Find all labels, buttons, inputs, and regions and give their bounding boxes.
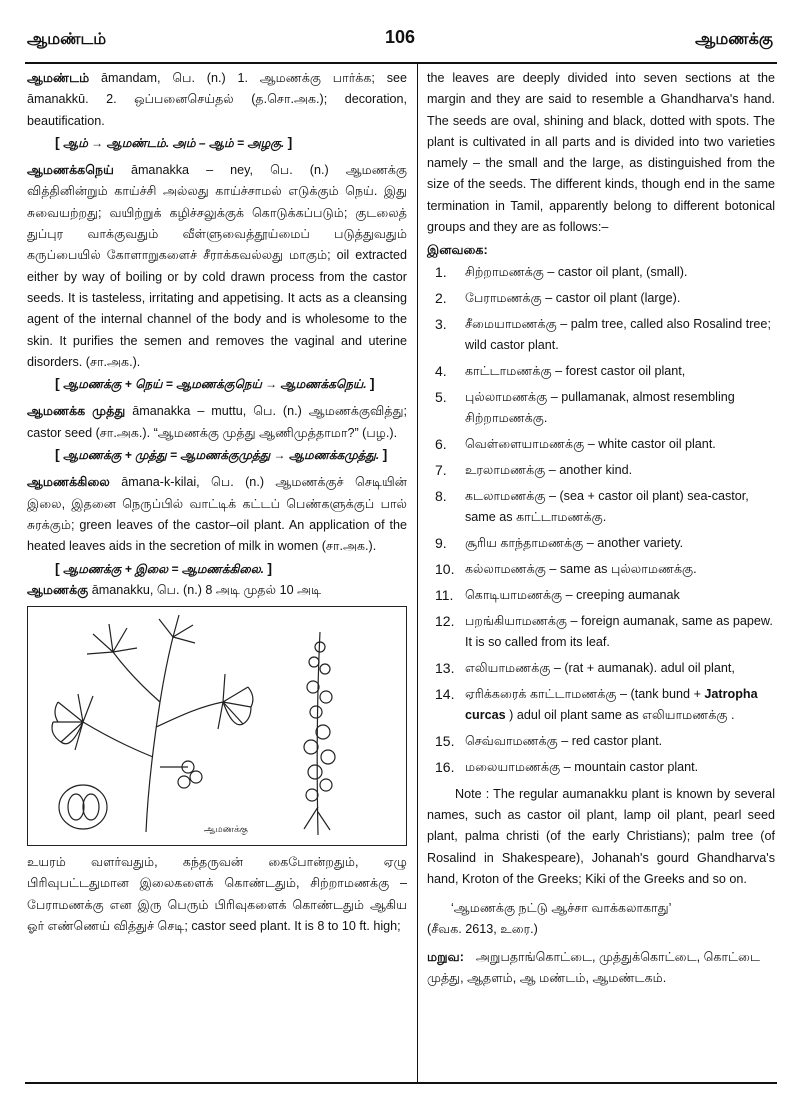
entry-text: āmandam, பெ. (n.) 1. ஆமணக்கு பார்க்க; see āmanakkū. 2. ஒப்பனைசெய்தல் (த.சொ.அக.); decoration, beautification.	[27, 71, 407, 128]
entry-text: āmanakku, பெ. (n.) 8 அடி முதல் 10 அடி	[88, 582, 322, 597]
column-divider	[417, 64, 418, 1082]
etymology: [ ஆமணக்கு + நெய் = ஆமணக்குநெய் → ஆமணக்கநெய். ]	[55, 375, 375, 392]
list-item: 2. பேராமணக்கு – castor oil plant (large).	[435, 289, 681, 306]
types-list	[427, 262, 775, 778]
entry-amanakku-continuation: உயரம் வளர்வதும், கந்தருவன் கைபோன்றதும், ஏழு பிரிவுபட்டதுமான இலைகளைக் கொண்டதும், சிற்றாமணக்கு – பேராமணக்கு என இரு பெரும் பிரிவுகளைக் கொண்டதும் ஆகிய ஓர் எண்ணெய் வித்துச் செடி; castor seed plant. It is 8 to 10 ft. high;	[27, 855, 407, 934]
list-item: 4. காட்டாமணக்கு – forest castor oil plant,	[435, 362, 686, 379]
list-item: 3. சீமையாமணக்கு – palm tree, called also Rosalind tree; wild castor plant.	[435, 315, 771, 352]
types-heading: இனவகை:	[427, 243, 488, 258]
list-item: 15. செவ்வாமணக்கு – red castor plant.	[435, 732, 663, 749]
entry-amanakku-english: the leaves are deeply divided into seven sections at the margin and they are said to resemble a Ghandharva's hand. The seeds are oval, shining and black, dotted with spots. The plant is cultivated in all parts and is divided into two varieties namely – the small and the large, as distinguished from the size of the seeds. The different kinds, though end in the same termination in Tamil, apparently belong to different botonical groups and they are as follows:–	[427, 71, 775, 235]
page-number: 106	[384, 27, 416, 47]
list-item: 12. பறங்கியாமணக்கு – foreign aumanak, same as papew. It is so called from its leaf.	[435, 612, 773, 649]
etymology-text: ஆமணக்கு + நெய் = ஆமணக்குநெய் → ஆமணக்கநெய்.	[63, 377, 367, 392]
note: Note : The regular aumanakku plant is known by several names, such as castor oil plant, lamp oil plant, pearl seed plant, palma christi (of the early Christians); palm tree (of Rosalind in Shakespeare), Johanah's gourd Ghandharva's hand, Kroton of the Greeks; Kiki of the Greeks and so on.	[427, 786, 775, 886]
list-item: 11. கொடியாமணக்கு – creeping aumanak	[435, 586, 680, 603]
synonyms-label: மறுவ:	[427, 949, 464, 964]
entry-text: āmanakka – muttu, பெ. (n.) ஆமணக்குவித்து; castor seed (சா.அக.). “ஆமணக்கு முத்து ஆணிமுத்தாமா?” (பழ.).	[27, 404, 407, 440]
running-head-right: ஆமணக்கு	[695, 31, 773, 48]
headword: ஆமணக்கு	[27, 582, 89, 597]
list-item: 5. புல்லாமணக்கு – pullamanak, almost resembling சிற்றாமணக்கு.	[435, 388, 735, 425]
entry-amanakka-ney	[27, 160, 407, 373]
quotation: ‘ஆமணக்கு நட்டு ஆச்சா வாக்கலாகாது’	[451, 901, 672, 916]
list-item: 9. சூரிய காந்தாமணக்கு – another variety.	[435, 534, 684, 551]
entry-amanakku	[27, 580, 407, 601]
etymology: [ ஆமணக்கு + முத்து = ஆமணக்குமுத்து → ஆமணக்கமுத்து. ]	[55, 446, 388, 463]
quotation-source: (சீவக. 2613, உரை.)	[427, 922, 538, 937]
list-item: 13. எலியாமணக்கு – (rat + aumanak). adul oil plant,	[435, 659, 735, 676]
right-column	[427, 68, 775, 989]
list-item: 7. உரலாமணக்கு – another kind.	[435, 461, 633, 478]
entry-text: āmana-k-kilai, பெ. (n.) ஆமணக்குச் செடியின் இலை, இதனை நெருப்பில் வாட்டிக் கட்டப் பெண்களுக்குப் பால் சுரக்கும்; green leaves of the castor–oil plant. An application of the heated leaves aids in the secretion of milk in women (சா.அக.).	[27, 475, 407, 554]
list-item: 10. கல்லாமணக்கு – same as புல்லாமணக்கு.	[435, 560, 697, 577]
headword: ஆமணக்க முத்து	[27, 404, 126, 419]
etymology: [ ஆமணக்கு + இலை = ஆமணக்கிலை. ]	[55, 559, 273, 576]
list-item: 6. வெள்ளையாமணக்கு – white castor oil plant.	[435, 435, 716, 452]
entry-amandam	[27, 68, 407, 132]
castor-plant-illustration	[27, 606, 407, 846]
header-rule	[25, 62, 777, 64]
synonyms	[427, 947, 775, 990]
etymology: [ ஆம் → ஆமண்டம். அம் – ஆம் = அழகு. ]	[55, 133, 293, 150]
entry-amanakka-muttu	[27, 401, 407, 444]
left-column	[27, 68, 407, 937]
headword: ஆமணக்கநெய்	[27, 163, 114, 178]
etymology-text: ஆமணக்கு + இலை = ஆமணக்கிலை.	[63, 561, 264, 576]
etymology-text: ஆம் → ஆமண்டம். அம் – ஆம் = அழகு.	[63, 135, 285, 150]
headword: ஆமண்டம்	[27, 71, 90, 85]
list-item: 14. ஏரிக்கரைக் காட்டாமணக்கு – (tank bund + Jatropha curcas ) adul oil plant same as எலியாமணக்கு .	[435, 685, 758, 722]
list-item: 1. சிற்றாமணக்கு – castor oil plant, (small).	[435, 263, 688, 280]
headword: ஆமணக்கிலை	[27, 475, 110, 490]
synonyms-text: அறுபதாங்கொட்டை, முத்துக்கொட்டை, கொட்டை முத்து, ஆதளம், ஆ மண்டம், ஆமண்டகம்.	[427, 949, 760, 986]
running-head-left: ஆமண்டம்	[27, 31, 107, 48]
list-item: 16. மலையாமணக்கு – mountain castor plant.	[435, 758, 699, 775]
castor-plant-drawing	[28, 607, 406, 845]
entry-text: āmanakka – ney, பெ. (n.) ஆமணக்கு வித்தினின்றும் காய்ச்சி அல்லது காய்ச்சாமல் எடுக்கும் நெய். இது சுவையற்றது; வயிற்றுக் கழிச்சலுக்குக் கொடுக்கப்படும்; குடலைத் துப்புர வாக்குவதும் வீள்ளுவைத்தூய்மைப் படுத்துவதும் கருப்பையில் கோளாறுகளைச் சீராக்கவல்லது மாகும்; oil extracted either by way of boiling or by cold drawn process from the castor seeds. It is tasteless, irritating and appetising. It acts as a cleansing agent of the internal channel of the body and is wholesome to the skin. It purifies the semen and removes the vaginal and uterine disorders. (சா.அக.).	[27, 163, 407, 369]
entry-amanakkilai	[27, 472, 407, 557]
figure-caption: ஆமணக்கு	[204, 824, 248, 835]
footer-rule	[25, 1082, 777, 1084]
etymology-text: ஆமணக்கு + முத்து = ஆமணக்குமுத்து → ஆமணக்கமுத்து.	[63, 448, 380, 463]
list-item: 8. கடலாமணக்கு – (sea + castor oil plant) sea-castor, same as காட்டாமணக்கு.	[435, 487, 749, 524]
